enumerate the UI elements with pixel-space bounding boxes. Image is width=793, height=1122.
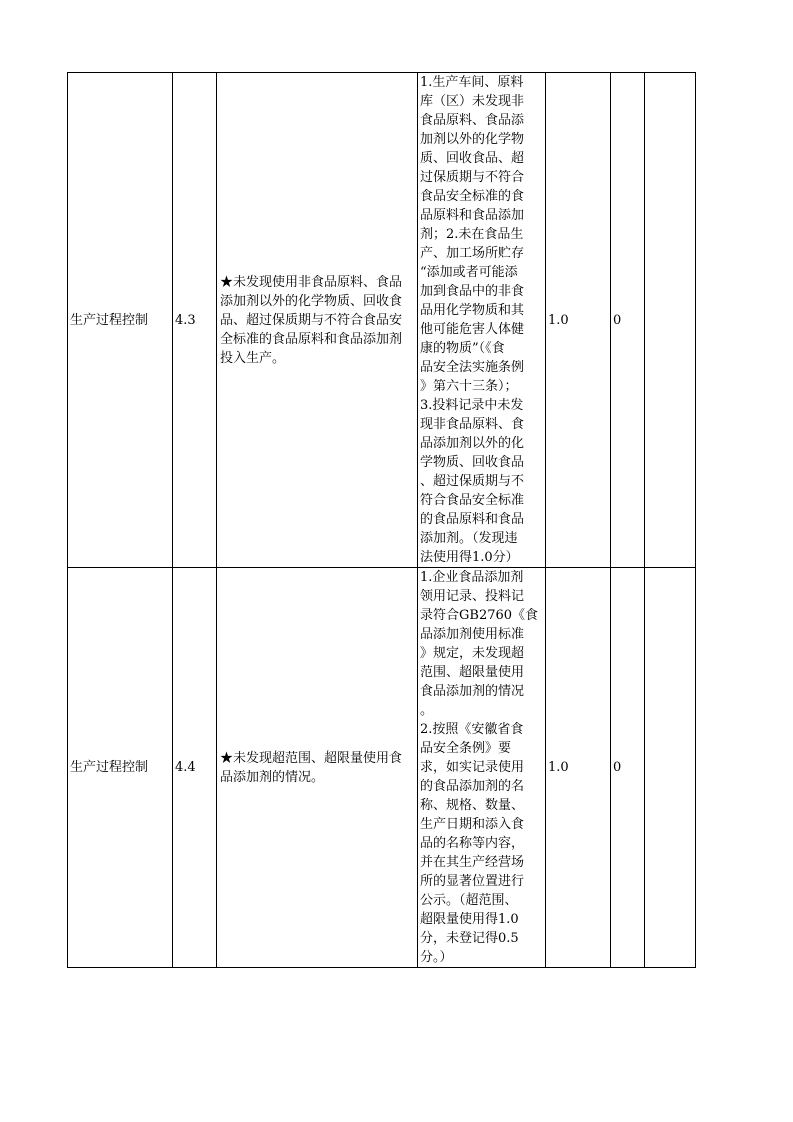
detail-line: 品安全法实施条例 (420, 360, 525, 375)
detail-line: 领用记录、投料记 (420, 589, 525, 604)
result-cell: 0 (611, 568, 645, 968)
detail-line: 食品原料、食品添 (420, 113, 525, 128)
detail-line: 1.企业食品添加剂 (420, 570, 524, 585)
detail-line: 、超过保质期与不 (420, 474, 525, 489)
detail-line: 康的物质”（《食 (420, 341, 505, 356)
note-cell (645, 568, 696, 968)
detail-cell (418, 568, 546, 968)
detail-line: 1.生产车间、原料 (420, 75, 524, 90)
detail-line: 添加剂。（发现违 (420, 531, 518, 546)
detail-line: 》规定，未发现超 (420, 646, 525, 661)
category-cell: 生产过程控制 (68, 73, 173, 568)
detail-line: “添加或者可能添 (420, 265, 518, 280)
item-number-cell: 4.3 (173, 73, 217, 568)
detail-line: 品添加剂使用标准 (420, 627, 525, 642)
detail-line: 品原料和食品添加 (420, 208, 525, 223)
detail-line: 范围、超限量使用 (420, 665, 525, 680)
inspection-table (67, 72, 696, 968)
detail-line: 法使用得1.0分） (420, 550, 519, 565)
detail-line: 的食品添加剂的名 (420, 779, 525, 794)
detail-line: 。 (420, 703, 434, 718)
requirement-cell: ★未发现使用非食品原料、食品添加剂以外的化学物质、回收食品、超过保质期与不符合食品安全标准的食品原料和食品添加剂投入生产。 (217, 73, 418, 568)
detail-line: 符合食品安全标准 (420, 493, 525, 508)
detail-cell (418, 73, 546, 568)
detail-line: 食品添加剂的情况 (420, 684, 525, 699)
detail-line: 公示。（超范围、 (420, 893, 518, 908)
detail-line: 品的名称等内容， (420, 836, 525, 851)
detail-line: 库（区）未发现非 (420, 94, 525, 109)
detail-line: 加到食品中的非食 (420, 284, 525, 299)
detail-line: 并在其生产经营场 (420, 855, 525, 870)
detail-line: 称、规格、数量、 (420, 798, 525, 813)
detail-line: 加剂以外的化学物 (420, 132, 525, 147)
table-row (68, 73, 696, 568)
detail-line: 的食品原料和食品 (420, 512, 525, 527)
detail-line: 2.按照《安徽省食 (420, 722, 524, 737)
detail-line: 求，如实记录使用 (420, 760, 525, 775)
detail-line: 品添加剂以外的化 (420, 436, 525, 451)
detail-line: 生产日期和添入食 (420, 817, 525, 832)
detail-line: 品用化学物质和其 (420, 303, 525, 318)
score-cell: 1.0 (546, 73, 611, 568)
detail-line: 》第六十三条）； (420, 379, 518, 394)
detail-line: 质、回收食品、超 (420, 151, 525, 166)
category-cell: 生产过程控制 (68, 568, 173, 968)
result-cell: 0 (611, 73, 645, 568)
note-cell (645, 73, 696, 568)
detail-line: 超限量使用得1.0 (420, 912, 519, 927)
detail-line: 分，未登记得0.5 (420, 931, 519, 946)
detail-line: 过保质期与不符合 (420, 170, 525, 185)
item-number-cell: 4.4 (173, 568, 217, 968)
detail-line: 3.投料记录中未发 (420, 398, 524, 413)
detail-line: 剂；2.未在食品生 (420, 227, 524, 242)
table-row (68, 568, 696, 968)
detail-line: 分。） (420, 950, 453, 965)
detail-line: 品安全条例》要 (420, 741, 512, 756)
detail-line: 学物质、回收食品 (420, 455, 525, 470)
detail-line: 产、加工场所贮存 (420, 246, 525, 261)
score-cell: 1.0 (546, 568, 611, 968)
detail-line: 他可能危害人体健 (420, 322, 525, 337)
detail-line: 录符合GB2760《食 (420, 608, 539, 623)
requirement-cell: ★未发现超范围、超限量使用食品添加剂的情况。 (217, 568, 418, 968)
detail-line: 现非食品原料、食 (420, 417, 525, 432)
detail-line: 所的显著位置进行 (420, 874, 525, 889)
detail-line: 食品安全标准的食 (420, 189, 525, 204)
